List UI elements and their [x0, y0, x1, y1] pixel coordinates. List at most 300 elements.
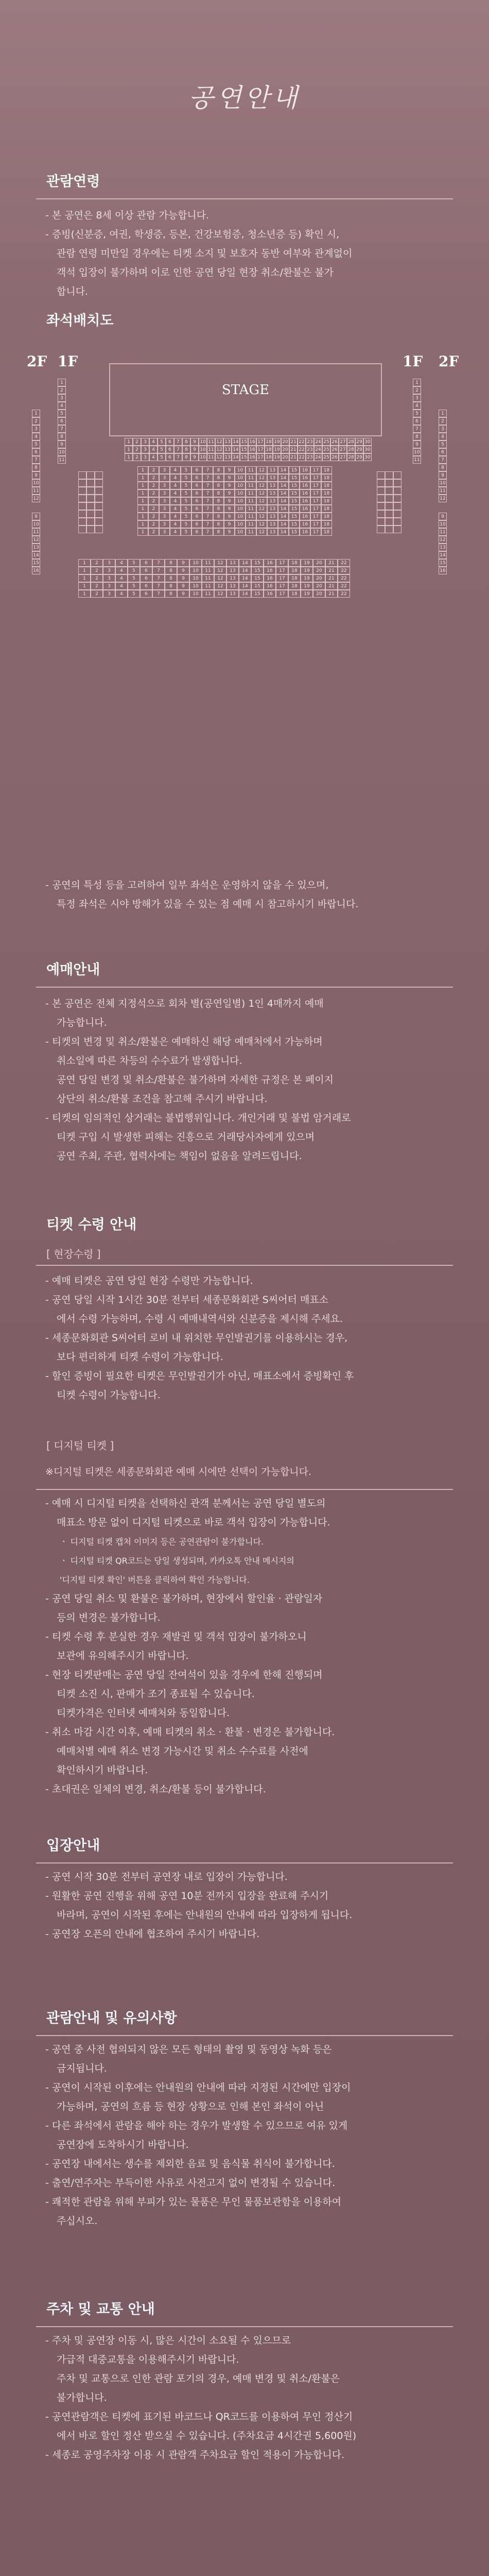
seat: [86, 518, 95, 526]
seat: 6: [191, 513, 202, 520]
seat: 9: [413, 440, 421, 448]
seat: 30: [363, 438, 372, 446]
seat: 17: [310, 513, 321, 520]
seat: 10: [235, 528, 246, 536]
seat: 6: [191, 528, 202, 536]
seat: 5: [181, 513, 191, 520]
seat: 1: [137, 466, 148, 474]
seat: 3: [159, 474, 170, 482]
seat: 10: [439, 520, 447, 528]
seat: 22: [298, 438, 306, 446]
seat: 11: [58, 456, 66, 464]
seat: 1: [137, 520, 148, 528]
seat: 7: [152, 567, 165, 574]
seat: 15: [289, 482, 300, 489]
seat: 15: [439, 559, 447, 567]
seat: 3: [159, 520, 170, 528]
seat: 13: [439, 544, 447, 551]
seat: 6: [32, 448, 40, 456]
seat: 26: [330, 446, 339, 453]
seat: 17: [310, 505, 321, 513]
seat: 7: [152, 590, 165, 598]
seat: 4: [170, 513, 181, 520]
seat: 10: [413, 448, 421, 456]
divider: [36, 198, 453, 199]
seat: 20: [313, 567, 325, 574]
seat: 14: [278, 489, 289, 497]
entry-heading: 입장안내: [46, 1838, 100, 1854]
seat: 10: [235, 474, 246, 482]
seat: 7: [202, 474, 213, 482]
seat: 1: [439, 410, 447, 417]
seat: [393, 526, 401, 533]
floor-label-2f: 2F: [439, 353, 459, 370]
seat: 14: [278, 528, 289, 536]
seat: 2: [32, 417, 40, 425]
seat: 7: [202, 520, 213, 528]
seat: 22: [338, 582, 350, 590]
seat: 9: [32, 513, 40, 520]
seat: 22: [298, 453, 306, 461]
seat: 11: [202, 582, 214, 590]
seat: 7: [202, 505, 213, 513]
seat: 17: [276, 582, 288, 590]
seat: 15: [251, 582, 264, 590]
seat: 18: [321, 482, 332, 489]
seat: [377, 479, 385, 487]
seat: [393, 487, 401, 495]
seat: 3: [159, 489, 170, 497]
seat: 5: [181, 474, 191, 482]
seat: 1: [125, 453, 133, 461]
seat: 7: [439, 456, 447, 464]
seat: [86, 479, 95, 487]
seat: 8: [213, 505, 224, 513]
seat: 16: [300, 513, 310, 520]
seat: 2: [58, 386, 66, 394]
seat: 14: [278, 482, 289, 489]
parking-text: - 주차 및 공연장 이동 시, 많은 시간이 소요될 수 있으므로 가급적 대중교통을 이용해주시기 바랍니다. 주차 및 교통으로 인한 관람 포기의 경우, 예매 변경 및 취소/환불은 불가합니다. - 공연관람객은 티켓에 표기된 바코드나 QR코드를 이용하여 무인 정산기 에서 바로 할인 정산 받으실 수 있습니다. (주차요금 4시간권 5,600원) - 세종로 공영주차장 이용 시 관람객 주차요금 할인 적용이 가능합니다.: [45, 2335, 357, 2461]
seat: 6: [140, 574, 152, 582]
seat: 7: [152, 574, 165, 582]
seat: 3: [159, 497, 170, 505]
seat: 10: [199, 446, 207, 453]
age-heading: 관람연령: [46, 174, 100, 190]
seat: [78, 526, 86, 533]
seat: 18: [265, 446, 273, 453]
seat: 12: [214, 582, 226, 590]
divider: [36, 1489, 453, 1490]
seat: 17: [256, 438, 265, 446]
seat: 12: [256, 489, 267, 497]
seat: 10: [235, 520, 246, 528]
seat: 18: [321, 513, 332, 520]
seat: 17: [310, 528, 321, 536]
seat: 16: [300, 505, 310, 513]
seat: 6: [140, 567, 152, 574]
seat: 19: [301, 559, 313, 567]
etiquette-text: - 공연 중 사전 협의되지 않은 모든 형태의 촬영 및 동영상 녹화 등은 금지됩니다. - 공연이 시작된 이후에는 안내원의 안내에 따라 지정된 시간에만 입장이 가능하며, 공연의 흐름 등 현장 상황으로 인해 본인 좌석이 아닌 - 다른 좌석에서 관람을 해야 하는 경우가 발생할 수 있으므로 여유 있게 공연장에 도착하시기 바랍니다. - 공연장 내에서는 생수를 제외한 음료 및 음식물 취식이 불가합니다. - 출연/연주자는 부득이한 사유로 사전고지 없이 변경될 수 있습니다. - 쾌적한 관람을 위해 부피가 있는 물품은 무인 물품보관함을 이용하여 주십시오.: [45, 2044, 351, 2227]
seat: 16: [264, 567, 276, 574]
seat: 8: [413, 433, 421, 440]
seat: 1: [137, 474, 148, 482]
seat: 18: [321, 520, 332, 528]
seat: [86, 495, 95, 502]
parking-heading: 주차 및 교통 안내: [46, 2301, 155, 2317]
seat: 6: [140, 582, 152, 590]
seat: [95, 510, 103, 518]
seat: 13: [226, 559, 239, 567]
seat: [385, 471, 393, 479]
seat: 9: [177, 582, 189, 590]
seat: 15: [289, 520, 300, 528]
seat: 17: [310, 489, 321, 497]
seat: 3: [159, 482, 170, 489]
seat: 8: [165, 590, 177, 598]
seat: 5: [439, 440, 447, 448]
seat: 13: [223, 438, 232, 446]
seat: 19: [273, 453, 281, 461]
seat: 5: [181, 489, 191, 497]
seat: 16: [248, 453, 256, 461]
seat: 8: [213, 482, 224, 489]
seat: 21: [289, 446, 298, 453]
seat: 3: [32, 425, 40, 433]
seat: [393, 471, 401, 479]
seat: 26: [330, 453, 339, 461]
seat: 1: [137, 482, 148, 489]
seat: [95, 518, 103, 526]
seat: [95, 479, 103, 487]
seat: 19: [301, 590, 313, 598]
seat: 1: [78, 582, 91, 590]
divider: [36, 987, 453, 988]
seat: 1: [78, 567, 91, 574]
seat: [393, 502, 401, 510]
onsite-subheading: [ 현장수령 ]: [46, 1248, 101, 1260]
reserve-text: - 본 공연은 전체 지정석으로 회차 별(공연일별) 1인 4매까지 예매 가능합니다. - 티켓의 변경 및 취소/환불은 예매하신 해당 예매처에서 가능하며 취소일에 따른 차등의 수수료가 발생합니다. 공연 당일 변경 및 취소/환불은 불가하며 자세한 규정은 본 페이지 상단의 취소/환불 조건을 참고해 주시기 바랍니다. - 티켓의 임의적인 상거래는 불법행위입니다. 개인거래 및 불법 암거래로 티켓 구입 시 발생한 피해는 진흥으로 거래당사자에게 있으며 공연 주최, 주관, 협력사에는 책임이 없음을 알려드립니다.: [45, 998, 351, 1162]
seat: 7: [202, 528, 213, 536]
seat: 20: [313, 574, 325, 582]
seat: [86, 502, 95, 510]
seat: 9: [224, 520, 235, 528]
seat: 17: [310, 497, 321, 505]
seat: 7: [174, 453, 182, 461]
seat: 3: [141, 453, 149, 461]
seat: 1: [125, 446, 133, 453]
seat: 3: [103, 582, 115, 590]
seat: 3: [159, 513, 170, 520]
seat: 2: [133, 453, 141, 461]
seat: 4: [115, 590, 128, 598]
seat: 4: [170, 482, 181, 489]
seat: 10: [235, 482, 246, 489]
seat: 15: [289, 505, 300, 513]
seat: 4: [149, 446, 158, 453]
seat: 14: [439, 551, 447, 559]
seat: 8: [182, 453, 190, 461]
seat: 5: [181, 520, 191, 528]
seat: 1: [32, 410, 40, 417]
seat: 14: [278, 497, 289, 505]
seat: [385, 510, 393, 518]
seat: 29: [355, 446, 363, 453]
seat: 28: [347, 446, 355, 453]
seat: 19: [301, 574, 313, 582]
divider: [36, 2326, 453, 2327]
seat: 10: [439, 479, 447, 487]
seat: 21: [325, 582, 338, 590]
seat: 18: [321, 489, 332, 497]
seat: 24: [314, 453, 322, 461]
seat: 24: [314, 446, 322, 453]
seat: 10: [235, 513, 246, 520]
seat: 11: [246, 520, 256, 528]
seat: 9: [439, 513, 447, 520]
seat: 12: [215, 438, 223, 446]
seat: 10: [32, 520, 40, 528]
seat: 2: [91, 567, 103, 574]
seat: 15: [289, 474, 300, 482]
seat: 10: [235, 466, 246, 474]
seat: 12: [214, 590, 226, 598]
seat: 15: [251, 567, 264, 574]
seat: 5: [128, 567, 140, 574]
seat: 25: [322, 446, 330, 453]
seat: 8: [213, 520, 224, 528]
seat: 7: [58, 425, 66, 433]
seat: 12: [256, 520, 267, 528]
seat: 2: [439, 417, 447, 425]
seat: 17: [310, 482, 321, 489]
seat: 11: [439, 528, 447, 536]
seat: 11: [207, 438, 215, 446]
seat: 16: [32, 567, 40, 574]
seat: [385, 518, 393, 526]
seat: 21: [289, 453, 298, 461]
seat: 4: [149, 438, 158, 446]
seat: 1: [137, 528, 148, 536]
seat: 8: [58, 433, 66, 440]
seat: 9: [177, 567, 189, 574]
seat: 18: [321, 497, 332, 505]
seat: [86, 510, 95, 518]
seat: 7: [32, 456, 40, 464]
seat: 23: [306, 453, 314, 461]
seat: 22: [298, 446, 306, 453]
seat: [95, 471, 103, 479]
seat: 9: [224, 513, 235, 520]
seat: 19: [301, 582, 313, 590]
seat: 13: [226, 582, 239, 590]
seat: 18: [321, 474, 332, 482]
seat: 3: [413, 394, 421, 402]
seat: 11: [202, 574, 214, 582]
seat: 5: [158, 438, 166, 446]
seat: 19: [273, 438, 281, 446]
seat: 13: [267, 505, 278, 513]
seat: [78, 487, 86, 495]
seat: 10: [235, 497, 246, 505]
seat: 16: [439, 567, 447, 574]
seat: 6: [140, 590, 152, 598]
seat: 16: [264, 559, 276, 567]
seat: 1: [58, 379, 66, 386]
seat: 13: [226, 590, 239, 598]
seat: 1: [137, 497, 148, 505]
seat: 20: [281, 446, 289, 453]
seat: 3: [141, 446, 149, 453]
seat: 18: [265, 438, 273, 446]
seat: 4: [439, 433, 447, 440]
seat: 4: [32, 433, 40, 440]
seat: 8: [213, 513, 224, 520]
seat: 14: [239, 574, 251, 582]
seat: 10: [235, 505, 246, 513]
seat: 19: [273, 446, 281, 453]
seat: 11: [246, 513, 256, 520]
seat: 17: [310, 474, 321, 482]
entry-text: - 공연 시작 30분 전부터 공연장 내로 입장이 가능합니다. - 원활한 공연 진행을 위해 공연 10분 전까지 입장을 완료해 주시기 바라며, 공연이 시작된 후에는 안내원의 안내에 따라 입장하게 됩니다. - 공연장 오픈의 안내에 협조하여 주시기 바랍니다.: [45, 1871, 353, 1940]
seat: 7: [202, 497, 213, 505]
seat: 4: [413, 402, 421, 410]
seat: 15: [240, 438, 248, 446]
seat: 3: [103, 567, 115, 574]
seat: 6: [191, 505, 202, 513]
seat: 16: [300, 466, 310, 474]
divider: [36, 1265, 453, 1266]
seat: 15: [289, 497, 300, 505]
seat: [377, 518, 385, 526]
seat: 28: [347, 438, 355, 446]
seat: 7: [152, 559, 165, 567]
seat: 3: [103, 559, 115, 567]
seat: [86, 487, 95, 495]
seat: 14: [32, 551, 40, 559]
seat: 9: [177, 590, 189, 598]
seat: 12: [256, 513, 267, 520]
seat: 16: [264, 574, 276, 582]
seat: 13: [226, 567, 239, 574]
divider: [36, 1862, 453, 1863]
seat: 14: [278, 520, 289, 528]
seat: 6: [191, 489, 202, 497]
seat: 14: [232, 453, 240, 461]
seat: [86, 471, 95, 479]
seat: 2: [148, 505, 159, 513]
seat: 13: [267, 520, 278, 528]
seat: 9: [224, 466, 235, 474]
seat: 14: [239, 582, 251, 590]
seat: 8: [165, 567, 177, 574]
seat: 7: [202, 513, 213, 520]
seat: 2: [148, 513, 159, 520]
seat: 16: [300, 497, 310, 505]
seat: 11: [202, 567, 214, 574]
seat: 2: [91, 590, 103, 598]
seat: [78, 495, 86, 502]
seat: 15: [251, 574, 264, 582]
seat: 23: [306, 446, 314, 453]
seat: 14: [239, 590, 251, 598]
seat: 3: [439, 425, 447, 433]
seat: 25: [322, 453, 330, 461]
seat: 7: [202, 489, 213, 497]
seat: 21: [325, 590, 338, 598]
seat: 18: [288, 582, 301, 590]
seat: 16: [300, 489, 310, 497]
seat: 6: [439, 448, 447, 456]
seat: 4: [170, 474, 181, 482]
seat: 11: [246, 497, 256, 505]
seat: 2: [148, 528, 159, 536]
seat: 10: [189, 574, 202, 582]
seat: 15: [32, 559, 40, 567]
seat: [86, 526, 95, 533]
seat: 9: [224, 528, 235, 536]
seat: 14: [278, 513, 289, 520]
seat: [78, 471, 86, 479]
seat: 5: [158, 453, 166, 461]
seat: 8: [439, 464, 447, 471]
seat: 13: [267, 528, 278, 536]
seat: 9: [439, 471, 447, 479]
seat: 6: [191, 482, 202, 489]
seat: 13: [267, 513, 278, 520]
digital-text: - 예매 시 디지털 티켓을 선택하신 관객 분께서는 공연 당일 별도의 매표소 방문 없이 디지털 티켓으로 바로 객석 입장이 가능합니다. ㆍ 디지털 티켓 캡처 이미지 등은 공연관람이 불가합니다. ㆍ 디지털 티켓 QR코드는 당일 생성되며, 카카오톡 안내 메시지의 '디지털 티켓 확인' 버튼을 클릭하여 확인 가능합니다. - 공연 당일 취소 및 환불은 불가하며, 현장에서 할인율 · 관람일자 등의 변경은 불가합니다. - 티켓 수령 후 분실한 경우 재발권 및 객석 입장이 불가하오니 보관에 유의해주시기 바랍니다. - 현장 티켓판매는 공연 당일 잔여석이 있을 경우에 한해 진행되며 티켓 소진 시, 판매가 조기 종료될 수 있습니다. 티켓가격은 인터넷 예매처와 동일합니다. - 취소 마감 시간 이후, 예매 티켓의 취소 · 환불 · 변경은 불가합니다. 예매처별 예매 취소 변경 가능시간 및 취소 수수료를 사전에 확인하시기 바랍니다. - 초대권은 일체의 변경, 취소/환불 등이 불가합니다.: [45, 1498, 335, 1795]
seat: 13: [32, 544, 40, 551]
seat: 14: [278, 474, 289, 482]
seat: 4: [170, 520, 181, 528]
seat: 9: [177, 574, 189, 582]
seat: 12: [439, 536, 447, 544]
seat: 4: [58, 402, 66, 410]
seat: 15: [289, 489, 300, 497]
seat: 1: [125, 438, 133, 446]
seat: 4: [170, 528, 181, 536]
seat: 21: [325, 559, 338, 567]
seat: 18: [321, 528, 332, 536]
seat: 3: [159, 466, 170, 474]
seat: 12: [215, 446, 223, 453]
seat: 12: [32, 495, 40, 502]
seat: 21: [289, 438, 298, 446]
seat: 15: [251, 559, 264, 567]
divider: [36, 2035, 453, 2036]
seat: 23: [306, 438, 314, 446]
seat: 4: [115, 559, 128, 567]
seat: 4: [149, 453, 158, 461]
seat: [377, 502, 385, 510]
seat: [377, 471, 385, 479]
seat: 5: [181, 505, 191, 513]
seat: 15: [289, 528, 300, 536]
seat: 10: [32, 479, 40, 487]
seat: 17: [276, 567, 288, 574]
seat: 18: [288, 559, 301, 567]
seat: 11: [246, 489, 256, 497]
stage: STAGE: [109, 363, 382, 436]
seat: 17: [276, 574, 288, 582]
seat: 6: [166, 453, 174, 461]
seat: 14: [278, 466, 289, 474]
seat: 21: [325, 574, 338, 582]
seat: 22: [338, 567, 350, 574]
seat: 4: [115, 567, 128, 574]
seat: 7: [152, 582, 165, 590]
seat: 2: [91, 582, 103, 590]
floor-label-1f: 1F: [58, 353, 78, 370]
